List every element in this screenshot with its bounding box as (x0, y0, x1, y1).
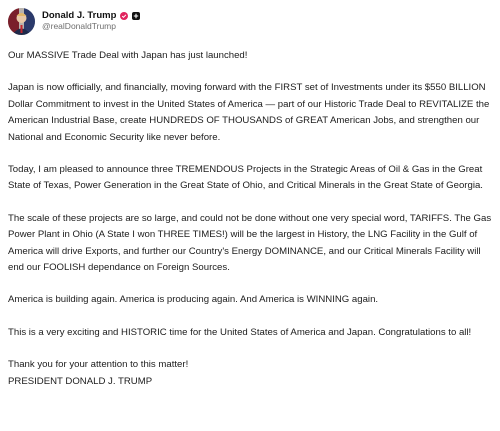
post-paragraph: America is building again. America is producing again. And America is WINNING again. (8, 294, 379, 306)
avatar[interactable] (8, 8, 35, 35)
plus-badge-icon (132, 12, 140, 20)
closing-line: Thank you for your attention to this matter! (8, 359, 189, 371)
post-paragraph: Japan is now officially, and financially, moving forward with the FIRST set of Investments under its $550 BILLION Dollar Commitment to invest in the United States of America — part of our Historic Trade Deal to REVITALIZE the American Industrial Base, create HUNDREDS OF THOUSANDS of GREAT American Jobs, and strengthen our National and Economic Security like never before. (8, 82, 490, 143)
author-info (42, 11, 140, 32)
post-paragraph: Our MASSIVE Trade Deal with Japan has just launched! (8, 50, 248, 61)
post-paragraph: Today, I am pleased to announce three TREMENDOUS Projects in the Strategic Areas of Oil & Gas in the Great State of Texas, Power Generation in the Great State of Ohio, and Critical Minerals in the Great State of Georgia. (8, 164, 483, 192)
signature-line: PRESIDENT DONALD J. TRUMP (8, 375, 153, 387)
post-paragraph: This is a very exciting and HISTORIC time for the United States of America and Japan. Congratulations to all! (8, 326, 472, 338)
verified-badge-icon (120, 12, 128, 20)
post-paragraph: The scale of these projects are so large, and could not be done without one very special word, TARIFFS. The Gas Power Plant in Ohio (A State I won THREE TIMES!) will be the largest in History, the LNG Facility in the Gulf of America will drive Exports, and further our Country's Energy DOMINANCE, and our Critical Minerals Facility will end our FOOLISH dependance on Foreign Sources. (8, 212, 492, 274)
author-display-name[interactable]: Donald J. Trump (42, 9, 117, 21)
post-body (8, 48, 492, 390)
avatar-image-icon (8, 8, 35, 35)
author-name-row (42, 11, 140, 22)
author-handle[interactable]: @realDonaldTrump (42, 20, 116, 31)
post-header (8, 6, 492, 36)
